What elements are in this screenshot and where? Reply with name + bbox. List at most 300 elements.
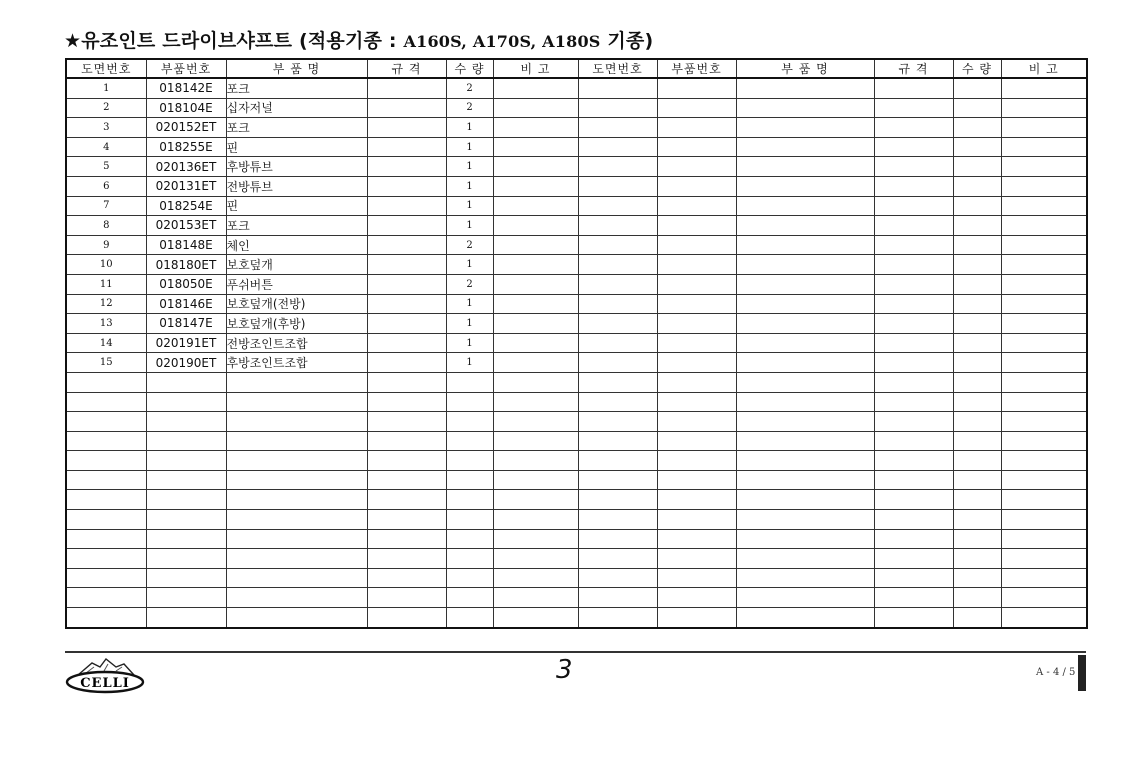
table-row — [66, 98, 1087, 118]
cell-note-right — [1001, 314, 1087, 334]
cell-qty: 1 — [446, 294, 493, 314]
cell-name: 후방조인트조합 — [226, 353, 367, 373]
table-row — [66, 608, 1087, 628]
cell-note-right — [1001, 176, 1087, 196]
cell-spec — [367, 314, 446, 334]
cell-spec — [367, 568, 446, 588]
cell-qty-right — [953, 216, 1001, 236]
table-row — [66, 157, 1087, 177]
cell-spec-right — [874, 78, 953, 98]
cell-name-right — [736, 451, 874, 471]
cell-qty: 1 — [446, 353, 493, 373]
cell-note-right — [1001, 333, 1087, 353]
cell-note — [493, 529, 578, 549]
cell-spec-right — [874, 353, 953, 373]
cell-note-right — [1001, 608, 1087, 628]
cell-spec-right — [874, 431, 953, 451]
cell-qty — [446, 470, 493, 490]
cell-part-right — [657, 196, 736, 216]
cell-part — [146, 549, 226, 569]
cell-name: 핀 — [226, 137, 367, 157]
cell-name — [226, 549, 367, 569]
cell-no: 14 — [66, 333, 146, 353]
col-header-qty: 수 량 — [446, 59, 493, 78]
cell-spec-right — [874, 568, 953, 588]
table-row — [66, 216, 1087, 236]
cell-qty-right — [953, 274, 1001, 294]
cell-qty-right — [953, 118, 1001, 138]
cell-note — [493, 568, 578, 588]
cell-qty: 1 — [446, 216, 493, 236]
cell-qty-right — [953, 431, 1001, 451]
cell-no — [66, 392, 146, 412]
cell-qty: 2 — [446, 78, 493, 98]
cell-no: 15 — [66, 353, 146, 373]
cell-note-right — [1001, 78, 1087, 98]
cell-part — [146, 490, 226, 510]
cell-note-right — [1001, 431, 1087, 451]
cell-spec — [367, 470, 446, 490]
cell-spec — [367, 588, 446, 608]
col-header-drawing-no: 도면번호 — [66, 59, 146, 78]
cell-qty — [446, 392, 493, 412]
cell-no-right — [578, 235, 657, 255]
cell-part: 020153ET — [146, 216, 226, 236]
col-header-part-name: 부 품 명 — [226, 59, 367, 78]
cell-part: 020131ET — [146, 176, 226, 196]
table-row — [66, 490, 1087, 510]
col-header-part-name-right: 부 품 명 — [736, 59, 874, 78]
cell-name-right — [736, 470, 874, 490]
cell-no: 6 — [66, 176, 146, 196]
cell-part-right — [657, 235, 736, 255]
cell-spec-right — [874, 314, 953, 334]
cell-qty-right — [953, 510, 1001, 530]
cell-spec-right — [874, 176, 953, 196]
cell-qty-right — [953, 78, 1001, 98]
cell-note — [493, 392, 578, 412]
cell-spec-right — [874, 235, 953, 255]
cell-part-right — [657, 431, 736, 451]
cell-qty-right — [953, 470, 1001, 490]
cell-name-right — [736, 588, 874, 608]
cell-no — [66, 568, 146, 588]
cell-no-right — [578, 157, 657, 177]
cell-part — [146, 588, 226, 608]
cell-part-right — [657, 372, 736, 392]
cell-name-right — [736, 157, 874, 177]
table-row — [66, 372, 1087, 392]
cell-part: 018180ET — [146, 255, 226, 275]
cell-qty — [446, 588, 493, 608]
cell-name-right — [736, 529, 874, 549]
cell-spec — [367, 372, 446, 392]
cell-part-right — [657, 392, 736, 412]
cell-no — [66, 588, 146, 608]
cell-name — [226, 608, 367, 628]
cell-no-right — [578, 216, 657, 236]
cell-no-right — [578, 196, 657, 216]
cell-qty-right — [953, 255, 1001, 275]
cell-no-right — [578, 333, 657, 353]
cell-name: 보호덮개(전방) — [226, 294, 367, 314]
col-header-part-no: 부품번호 — [146, 59, 226, 78]
cell-qty: 1 — [446, 333, 493, 353]
cell-qty-right — [953, 549, 1001, 569]
table-row — [66, 588, 1087, 608]
cell-note-right — [1001, 157, 1087, 177]
cell-qty-right — [953, 529, 1001, 549]
col-header-part-no-right: 부품번호 — [657, 59, 736, 78]
cell-part: 018148E — [146, 235, 226, 255]
cell-part-right — [657, 470, 736, 490]
cell-no-right — [578, 274, 657, 294]
cell-name-right — [736, 118, 874, 138]
cell-part: 018254E — [146, 196, 226, 216]
cell-name — [226, 451, 367, 471]
cell-part-right — [657, 216, 736, 236]
cell-no: 9 — [66, 235, 146, 255]
cell-part-right — [657, 451, 736, 471]
cell-name: 포크 — [226, 216, 367, 236]
cell-spec-right — [874, 529, 953, 549]
cell-note — [493, 412, 578, 432]
cell-name: 핀 — [226, 196, 367, 216]
cell-name: 전방조인트조합 — [226, 333, 367, 353]
cell-qty — [446, 529, 493, 549]
cell-no-right — [578, 470, 657, 490]
title-prefix: ★유조인트 드라이브샤프트 (적용기종 : — [64, 30, 404, 52]
cell-note — [493, 78, 578, 98]
table-row — [66, 255, 1087, 275]
page-title — [64, 26, 653, 53]
cell-no: 5 — [66, 157, 146, 177]
cell-part — [146, 392, 226, 412]
cell-name-right — [736, 490, 874, 510]
cell-qty: 2 — [446, 274, 493, 294]
cell-note-right — [1001, 353, 1087, 373]
cell-part-right — [657, 78, 736, 98]
cell-name-right — [736, 549, 874, 569]
cell-part-right — [657, 510, 736, 530]
cell-note — [493, 216, 578, 236]
cell-no-right — [578, 568, 657, 588]
cell-qty: 1 — [446, 196, 493, 216]
cell-spec-right — [874, 451, 953, 471]
cell-spec — [367, 392, 446, 412]
cell-qty-right — [953, 98, 1001, 118]
table-row — [66, 431, 1087, 451]
cell-note-right — [1001, 568, 1087, 588]
cell-part: 020190ET — [146, 353, 226, 373]
cell-spec-right — [874, 608, 953, 628]
cell-spec — [367, 255, 446, 275]
cell-qty — [446, 451, 493, 471]
table-row — [66, 118, 1087, 138]
cell-note-right — [1001, 451, 1087, 471]
cell-spec-right — [874, 470, 953, 490]
cell-qty: 1 — [446, 255, 493, 275]
cell-spec — [367, 333, 446, 353]
cell-part-right — [657, 529, 736, 549]
table-row — [66, 412, 1087, 432]
cell-name-right — [736, 294, 874, 314]
col-header-note: 비 고 — [493, 59, 578, 78]
cell-qty — [446, 412, 493, 432]
cell-part — [146, 451, 226, 471]
cell-qty-right — [953, 412, 1001, 432]
cell-note — [493, 372, 578, 392]
cell-note — [493, 588, 578, 608]
cell-qty — [446, 568, 493, 588]
cell-name: 체인 — [226, 235, 367, 255]
cell-note-right — [1001, 235, 1087, 255]
cell-qty: 1 — [446, 157, 493, 177]
cell-note-right — [1001, 274, 1087, 294]
cell-no-right — [578, 510, 657, 530]
cell-note-right — [1001, 470, 1087, 490]
cell-part: 018146E — [146, 294, 226, 314]
cell-note-right — [1001, 216, 1087, 236]
cell-name-right — [736, 196, 874, 216]
cell-no: 13 — [66, 314, 146, 334]
cell-qty — [446, 549, 493, 569]
cell-note — [493, 235, 578, 255]
title-suffix: 기종) — [600, 30, 654, 52]
cell-spec-right — [874, 118, 953, 138]
cell-spec — [367, 510, 446, 530]
cell-name — [226, 372, 367, 392]
cell-part — [146, 372, 226, 392]
col-header-spec: 규 격 — [367, 59, 446, 78]
cell-no — [66, 549, 146, 569]
cell-qty-right — [953, 137, 1001, 157]
cell-spec — [367, 549, 446, 569]
cell-part: 018255E — [146, 137, 226, 157]
cell-spec — [367, 608, 446, 628]
cell-spec — [367, 490, 446, 510]
cell-note-right — [1001, 98, 1087, 118]
cell-part: 020152ET — [146, 118, 226, 138]
cell-name-right — [736, 608, 874, 628]
cell-part-right — [657, 274, 736, 294]
cell-name — [226, 490, 367, 510]
cell-spec-right — [874, 255, 953, 275]
cell-spec-right — [874, 294, 953, 314]
cell-no: 7 — [66, 196, 146, 216]
cell-no-right — [578, 588, 657, 608]
table-row — [66, 137, 1087, 157]
cell-qty — [446, 372, 493, 392]
cell-note — [493, 333, 578, 353]
cell-no: 10 — [66, 255, 146, 275]
cell-name: 보호덮개 — [226, 255, 367, 275]
cell-note — [493, 510, 578, 530]
cell-part-right — [657, 608, 736, 628]
cell-spec — [367, 176, 446, 196]
cell-note — [493, 274, 578, 294]
cell-qty-right — [953, 372, 1001, 392]
cell-note — [493, 196, 578, 216]
cell-name-right — [736, 431, 874, 451]
cell-qty-right — [953, 392, 1001, 412]
cell-part: 018142E — [146, 78, 226, 98]
cell-no — [66, 412, 146, 432]
cell-no-right — [578, 255, 657, 275]
cell-note — [493, 157, 578, 177]
cell-no — [66, 490, 146, 510]
cell-part-right — [657, 314, 736, 334]
cell-note — [493, 314, 578, 334]
cell-qty-right — [953, 235, 1001, 255]
cell-spec-right — [874, 196, 953, 216]
table-row — [66, 78, 1087, 98]
table-row — [66, 333, 1087, 353]
table-body — [66, 78, 1087, 628]
col-header-drawing-no-right: 도면번호 — [578, 59, 657, 78]
cell-note — [493, 176, 578, 196]
cell-spec-right — [874, 98, 953, 118]
cell-qty-right — [953, 314, 1001, 334]
cell-part-right — [657, 118, 736, 138]
cell-note-right — [1001, 118, 1087, 138]
cell-part — [146, 470, 226, 490]
cell-no: 4 — [66, 137, 146, 157]
cell-no: 8 — [66, 216, 146, 236]
cell-spec — [367, 157, 446, 177]
cell-part-right — [657, 490, 736, 510]
cell-part — [146, 568, 226, 588]
cell-qty-right — [953, 568, 1001, 588]
col-header-qty-right: 수 량 — [953, 59, 1001, 78]
cell-name-right — [736, 235, 874, 255]
celli-logo — [64, 655, 146, 695]
cell-no-right — [578, 392, 657, 412]
cell-name — [226, 392, 367, 412]
cell-name-right — [736, 568, 874, 588]
cell-part — [146, 431, 226, 451]
table-row — [66, 529, 1087, 549]
cell-note-right — [1001, 529, 1087, 549]
cell-name — [226, 529, 367, 549]
cell-spec — [367, 412, 446, 432]
cell-spec — [367, 196, 446, 216]
cell-qty-right — [953, 353, 1001, 373]
page-edge-marker — [1078, 655, 1086, 691]
cell-spec — [367, 451, 446, 471]
cell-no — [66, 510, 146, 530]
cell-part-right — [657, 294, 736, 314]
page-number: 3 — [556, 655, 573, 685]
cell-no-right — [578, 78, 657, 98]
cell-no — [66, 529, 146, 549]
cell-qty: 2 — [446, 235, 493, 255]
table-row — [66, 353, 1087, 373]
cell-note-right — [1001, 255, 1087, 275]
cell-part-right — [657, 549, 736, 569]
cell-name: 포크 — [226, 78, 367, 98]
cell-part: 018147E — [146, 314, 226, 334]
table-row — [66, 392, 1087, 412]
col-header-spec-right: 규 격 — [874, 59, 953, 78]
cell-spec-right — [874, 274, 953, 294]
cell-name: 십자저널 — [226, 98, 367, 118]
cell-name — [226, 470, 367, 490]
cell-qty — [446, 490, 493, 510]
cell-name-right — [736, 412, 874, 432]
cell-qty: 2 — [446, 98, 493, 118]
cell-part-right — [657, 157, 736, 177]
cell-name-right — [736, 274, 874, 294]
footer-divider — [65, 651, 1086, 653]
cell-note — [493, 255, 578, 275]
cell-part: 018050E — [146, 274, 226, 294]
cell-part-right — [657, 176, 736, 196]
cell-note-right — [1001, 588, 1087, 608]
cell-qty: 1 — [446, 118, 493, 138]
cell-note — [493, 118, 578, 138]
table-row — [66, 235, 1087, 255]
cell-part: 020136ET — [146, 157, 226, 177]
cell-note — [493, 490, 578, 510]
cell-no-right — [578, 353, 657, 373]
cell-qty: 1 — [446, 176, 493, 196]
cell-qty-right — [953, 333, 1001, 353]
cell-part — [146, 608, 226, 628]
cell-name-right — [736, 314, 874, 334]
cell-no-right — [578, 490, 657, 510]
cell-no — [66, 431, 146, 451]
cell-spec — [367, 274, 446, 294]
cell-name-right — [736, 216, 874, 236]
cell-name: 포크 — [226, 118, 367, 138]
cell-name-right — [736, 78, 874, 98]
cell-note — [493, 137, 578, 157]
cell-part — [146, 510, 226, 530]
table-row — [66, 549, 1087, 569]
cell-name: 푸쉬버튼 — [226, 274, 367, 294]
cell-spec-right — [874, 372, 953, 392]
cell-part-right — [657, 98, 736, 118]
cell-qty — [446, 510, 493, 530]
cell-name-right — [736, 255, 874, 275]
cell-qty: 1 — [446, 314, 493, 334]
cell-spec — [367, 98, 446, 118]
cell-part-right — [657, 255, 736, 275]
cell-spec — [367, 529, 446, 549]
cell-name — [226, 588, 367, 608]
cell-note-right — [1001, 549, 1087, 569]
cell-spec-right — [874, 588, 953, 608]
cell-name — [226, 510, 367, 530]
cell-part-right — [657, 333, 736, 353]
cell-no: 11 — [66, 274, 146, 294]
cell-spec — [367, 137, 446, 157]
cell-no: 2 — [66, 98, 146, 118]
cell-name — [226, 568, 367, 588]
cell-part — [146, 412, 226, 432]
cell-no-right — [578, 608, 657, 628]
cell-no-right — [578, 314, 657, 334]
cell-name-right — [736, 353, 874, 373]
cell-spec — [367, 294, 446, 314]
cell-spec-right — [874, 157, 953, 177]
cell-qty-right — [953, 490, 1001, 510]
cell-no: 1 — [66, 78, 146, 98]
cell-part-right — [657, 568, 736, 588]
cell-no-right — [578, 372, 657, 392]
cell-note — [493, 608, 578, 628]
